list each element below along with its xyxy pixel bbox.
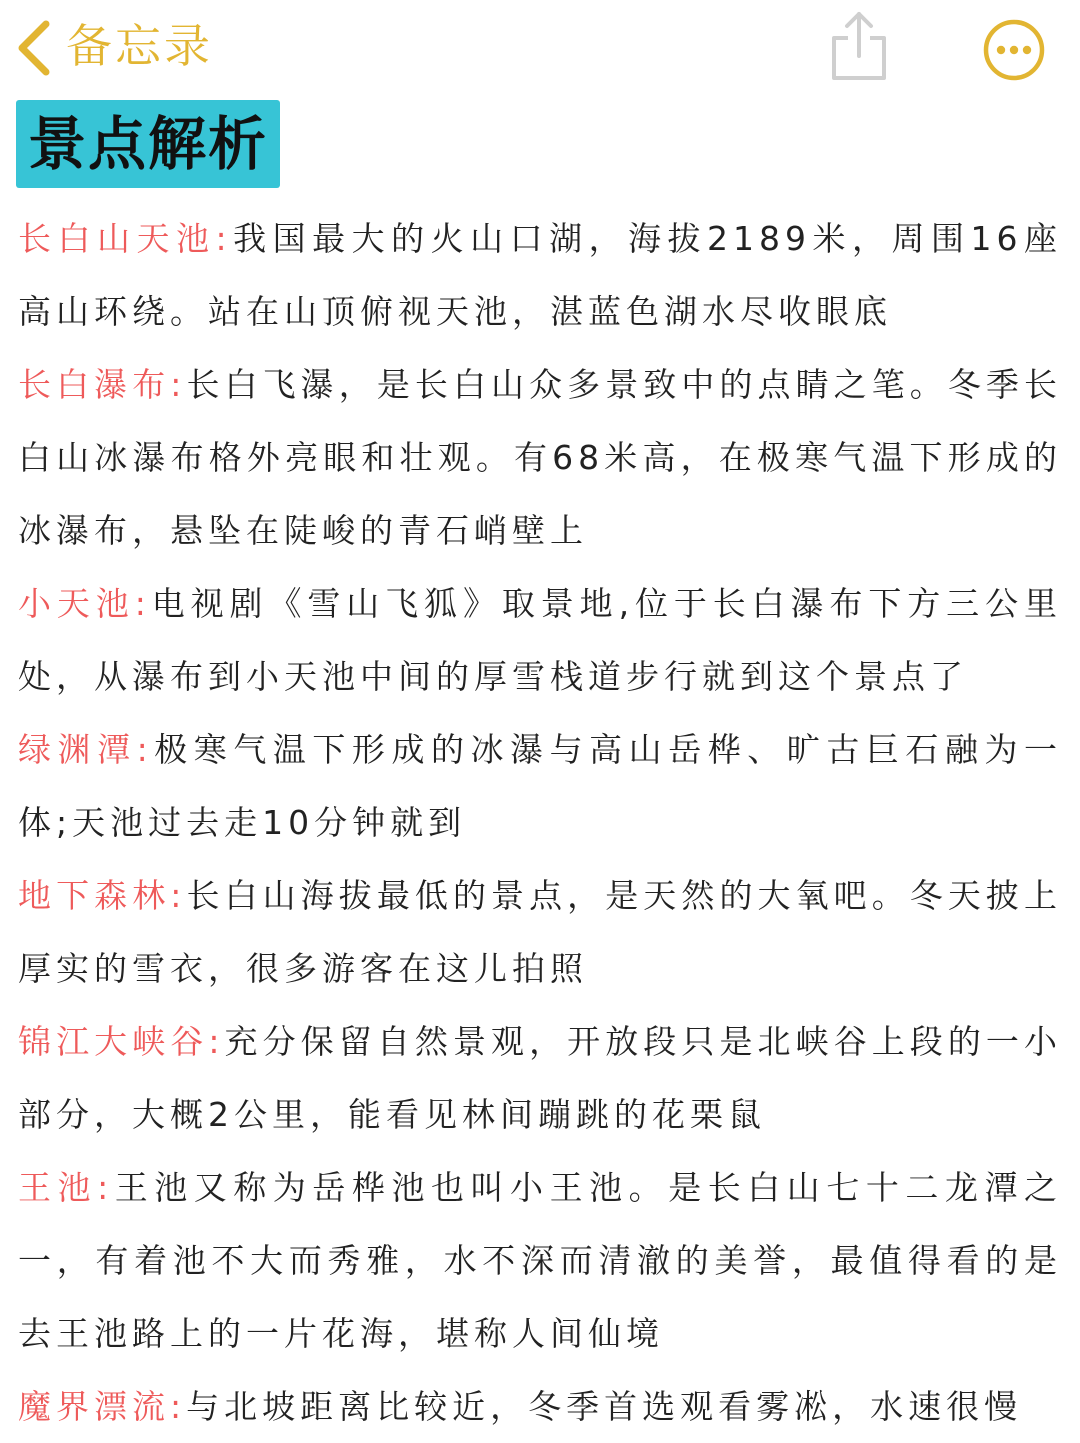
spot-description: 与北坡距离比较近，冬季首选观看雾凇，水速很慢 [186, 1387, 1023, 1426]
spot-entry [18, 202, 1062, 348]
spot-name: 长白山天池: [18, 219, 232, 258]
back-button-label[interactable]: 备忘录 [66, 19, 213, 73]
chevron-left-icon[interactable] [10, 18, 60, 78]
spot-entry [18, 1151, 1062, 1370]
spot-description: 极寒气温下形成的冰瀑与高山岳桦、旷古巨石融为一体;天池过去走10分钟就到 [18, 730, 1063, 842]
spot-name: 魔界漂流: [18, 1387, 187, 1426]
spot-description: 充分保留自然景观，开放段只是北峡谷上段的一小部分，大概2公里，能看见林间蹦跳的花栗鼠 [18, 1022, 1062, 1134]
spot-description: 我国最大的火山口湖，海拔2189米，周围16座高山环绕。站在山顶俯视天池，湛蓝色湖水尽收眼底 [18, 219, 1062, 331]
spot-entry [18, 567, 1062, 713]
section-title: 景点解析 [16, 100, 280, 188]
spot-entry [18, 348, 1062, 567]
share-icon[interactable] [828, 8, 890, 82]
navigation-bar [0, 0, 1080, 96]
spot-description: 王池又称为岳桦池也叫小王池。是长白山七十二龙潭之一，有着池不大而秀雅，水不深而清澈的美誉，最值得看的是去王池路上的一片花海，堪称人间仙境 [18, 1168, 1062, 1353]
spot-description: 长白山海拔最低的景点，是天然的大氧吧。冬天披上厚实的雪衣，很多游客在这儿拍照 [18, 876, 1063, 988]
spot-entry [18, 713, 1062, 859]
spot-name: 锦江大峡谷: [18, 1022, 225, 1061]
spot-name: 地下森林: [18, 876, 187, 915]
spot-name: 长白瀑布: [18, 365, 187, 404]
spot-name: 小天池: [18, 584, 151, 623]
spot-description: 电视剧《雪山飞狐》取景地,位于长白瀑布下方三公里处，从瀑布到小天池中间的厚雪栈道步行就到这个景点了 [18, 584, 1062, 696]
spot-name: 王池: [18, 1168, 114, 1207]
spot-entry [18, 1005, 1062, 1151]
spot-name: 绿渊潭: [18, 730, 153, 769]
more-icon[interactable] [982, 18, 1046, 82]
spot-description: 长白飞瀑，是长白山众多景致中的点睛之笔。冬季长白山冰瀑布格外亮眼和壮观。有68米高，在极寒气温下形成的冰瀑布，悬坠在陡峻的青石峭壁上 [18, 365, 1063, 550]
note-body[interactable] [18, 202, 1062, 1443]
spot-entry [18, 859, 1062, 1005]
spot-entry [18, 1370, 1062, 1443]
